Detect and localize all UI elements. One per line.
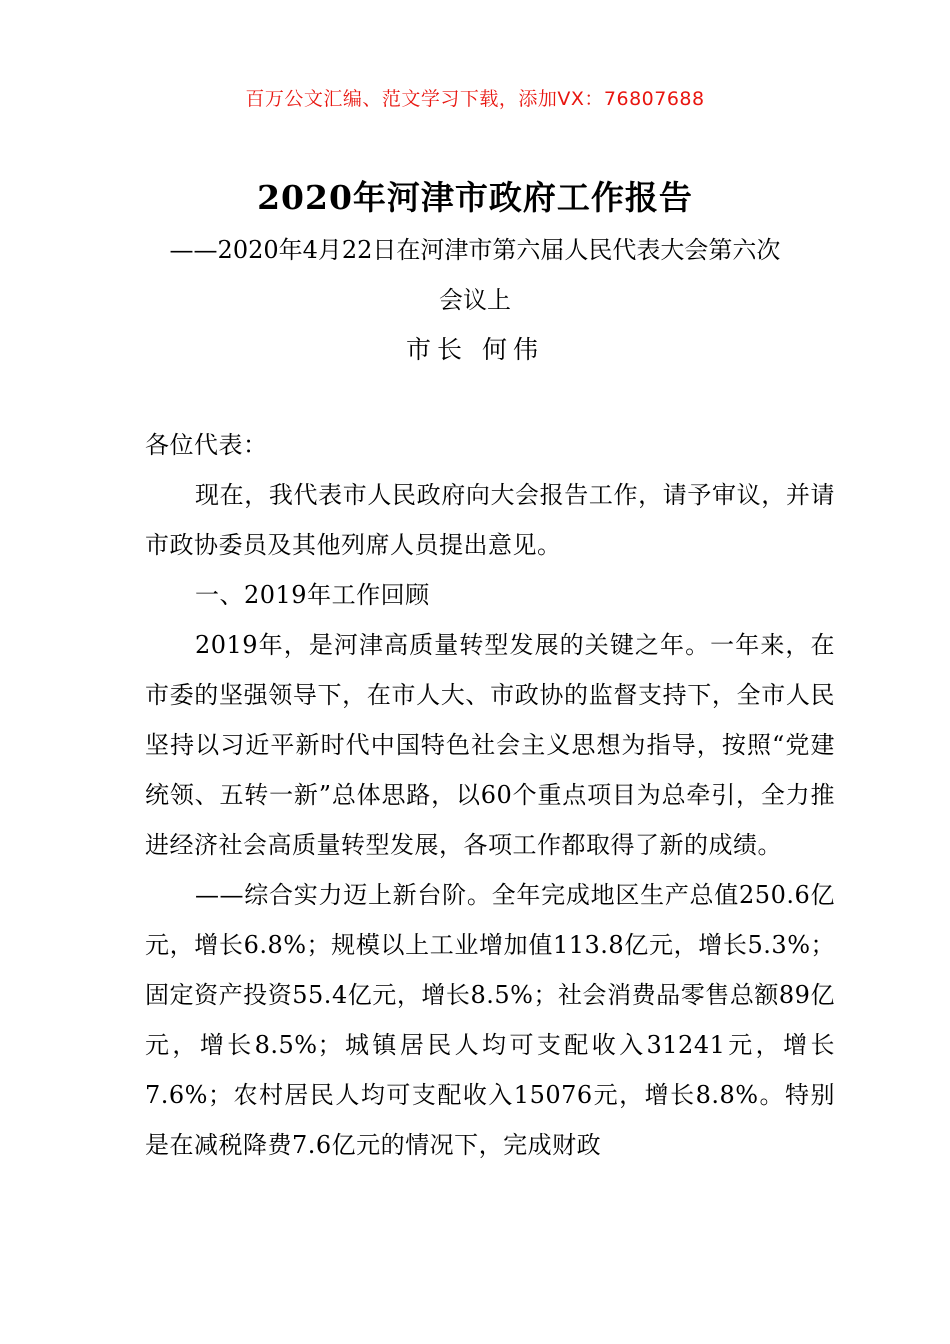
section-heading: 一、2019年工作回顾	[195, 581, 430, 609]
watermark-header: 百万公文汇编、范文学习下载，添加VX：76807688	[245, 88, 705, 110]
report-body	[145, 420, 835, 1170]
paragraph-strength: ——综合实力迈上新台阶。全年完成地区生产总值250.6亿元，增长6.8%；规模以上工业增加值113.8亿元，增长5.3%；固定资产投资55.4亿元，增长8.5%；社会消费品零售总额89亿元，增长8.5%；城镇居民人均可支配收入31241元，增长7.6%；农村居民人均可支配收入15076元，增长8.8%。特别是在减税降费7.6亿元的情况下，完成财政	[145, 881, 835, 1159]
paragraph-intro: 现在，我代表市人民政府向大会报告工作，请予审议，并请市政协委员及其他列席人员提出意见。	[145, 481, 835, 559]
subtitle-line-2: 会议上	[439, 286, 511, 314]
document-title: 2020年河津市政府工作报告	[257, 178, 693, 217]
author-line: 市长 何伟	[406, 335, 544, 364]
salutation: 各位代表：	[145, 431, 268, 459]
subtitle-line-1: ——2020年4月22日在河津市第六届人民代表大会第六次	[169, 236, 781, 264]
paragraph-review: 2019年，是河津高质量转型发展的关键之年。一年来，在市委的坚强领导下，在市人大、市政协的监督支持下，全市人民坚持以习近平新时代中国特色社会主义思想为指导，按照“党建统领、五转一新”总体思路，以60个重点项目为总牵引，全力推进经济社会高质量转型发展，各项工作都取得了新的成绩。	[145, 631, 835, 859]
